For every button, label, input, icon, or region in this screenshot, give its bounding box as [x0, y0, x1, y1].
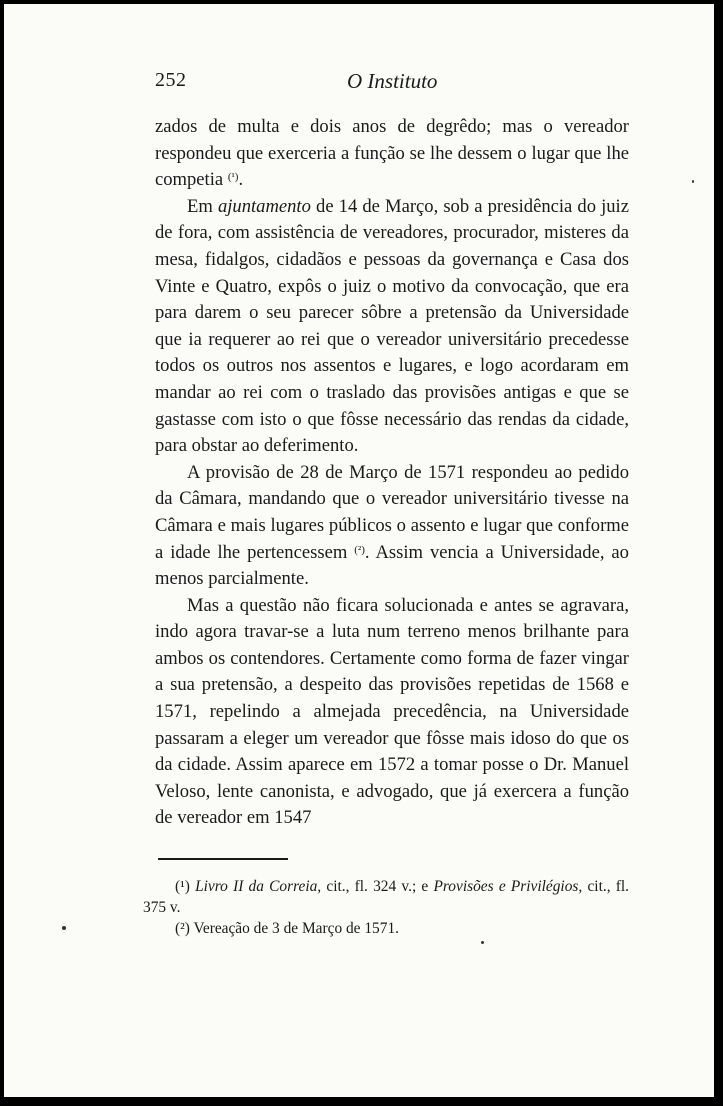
paragraph-4-text: Mas a questão não ficara solucionada e antes se agravara, indo agora travar-se a luta num terreno menos brilhante para ambos os contendores. Certamente como forma de fazer vingar a sua pretensão, a despeito das provisões repetidas de 1568 e 1571, repelindo a almejada precedência, na Universidade passaram a eleger um vereador que fôsse mais idoso do que os da cidade. Assim aparece em 1572 a tomar posse o Dr. Manuel Veloso, lente canonista, e advogado, que já exercera a função de vereador em 1547 — [155, 594, 629, 829]
scan-speck — [62, 926, 66, 930]
page-number: 252 — [155, 69, 187, 91]
paragraph-2-text: de 14 de Março, sob a presidência do juiz de fora, com assistência de vereadores, procurador, misteres da mesa, fidalgos, cidadãos e pessoas da governança e Casa dos Vinte e Quatro, expôs o juiz o motivo da convocação, que era para darem o seu parecer sôbre a pretensão da Universidade que ia requerer ao rei que o vereador universitário precedesse todos os outros nos assentos e lugares, e logo acordaram em mandar ao rei com o traslado das provisões antigas e que se gastasse com isto o que fôsse necessário das rendas da cidade, para obstar ao deferimento. — [155, 195, 629, 457]
footnote-1-source-2: Provisões e Privilégios, — [433, 878, 583, 895]
running-title: O Instituto — [347, 69, 438, 93]
scan-speck — [481, 941, 484, 944]
footnote-ref-2: (²) — [354, 543, 365, 556]
scan-speck — [692, 180, 694, 183]
paragraph-2 — [155, 194, 629, 460]
footnote-1-source-1: Livro II da Correia, — [195, 878, 322, 895]
paragraph-3 — [155, 460, 629, 593]
paragraph-3-text: A provisão de 28 de Março de 1571 respondeu ao pedido da Câmara, mandando que o vereador universitário tivesse na Câmara e mais lugares públicos o assento e lugar que conforme a idade lhe pertencessem — [155, 461, 629, 563]
paragraph-1-text: zados de multa e dois anos de degrêdo; mas o vereador respondeu que exerceria a função se lhe dessem o lugar que lhe competia — [155, 116, 629, 191]
body-text — [155, 114, 629, 832]
paragraph-1-tail: . — [238, 169, 244, 191]
footnote-2 — [143, 918, 629, 939]
footnote-divider — [158, 858, 288, 860]
page-header — [155, 69, 630, 99]
footnotes — [143, 876, 629, 939]
footnote-2-marker: (²) — [175, 920, 190, 937]
footnote-1-marker: (¹) — [175, 878, 190, 895]
book-page — [4, 4, 714, 1097]
footnote-1-ref-1: cit., fl. 324 v.; e — [326, 878, 429, 895]
footnote-1 — [143, 876, 629, 918]
footnote-1-ref-2: cit., fl. 375 v. — [143, 878, 630, 916]
footnote-2-text: Vereação de 3 de Março de 1571. — [193, 920, 399, 937]
paragraph-2-lead: Em — [187, 195, 213, 217]
paragraph-2-italic: ajuntamento — [217, 195, 311, 217]
footnote-ref-1: (¹) — [227, 171, 239, 184]
paragraph-4 — [155, 593, 629, 832]
paragraph-1 — [155, 114, 629, 194]
paragraph-3-tail: . Assim vencia a Universidade, ao menos parcialmente. — [155, 541, 629, 590]
